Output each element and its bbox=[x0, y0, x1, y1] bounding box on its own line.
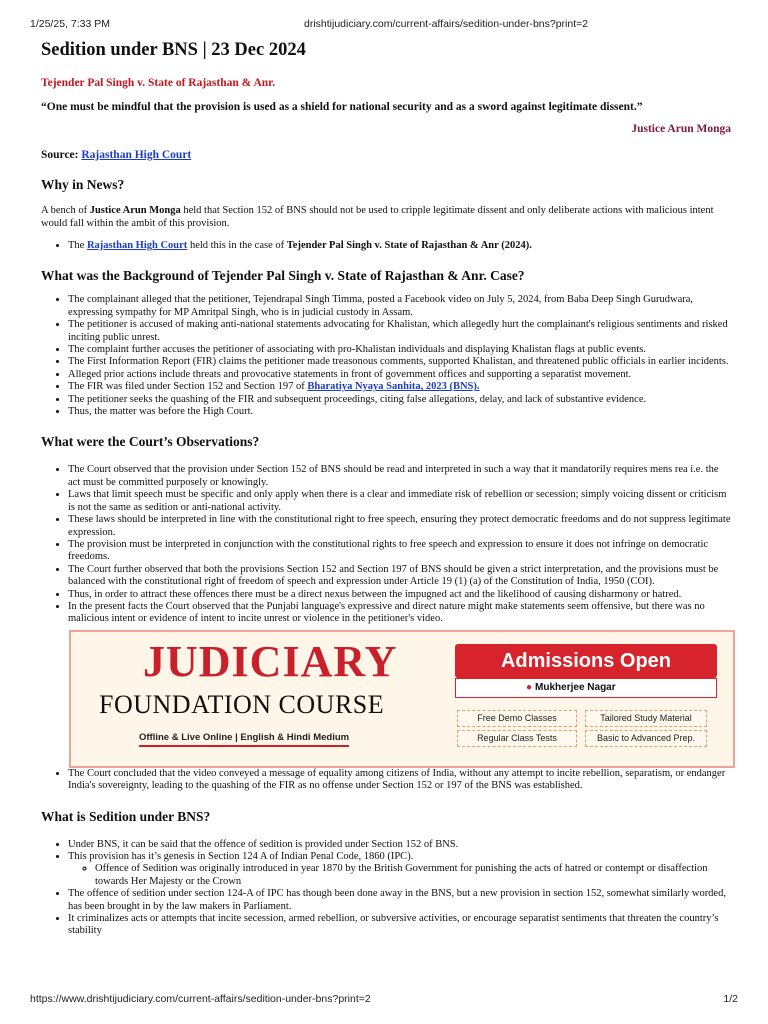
quote: “One must be mindful that the provision is used as a shield for national security and as a sword against legitimate dissent.” bbox=[41, 101, 643, 113]
ad-feature: Tailored Study Material bbox=[585, 710, 707, 727]
ad-location bbox=[455, 678, 717, 698]
list-item: • Laws that limit speech must be specific and only apply when there is a clear and immediate risk of rebellion or secession; simply voicing dissent or criticism is not the same as sedition or anti-national activity. bbox=[68, 489, 731, 514]
why-heading: Why in News? bbox=[41, 177, 125, 192]
list-item: • Alleged prior actions include threats and provocative statements in front of government offices and supporting a separatist movement. bbox=[68, 369, 731, 381]
why-text-a: A bench of bbox=[41, 205, 90, 216]
list-item: • The petitioner seeks the quashing of the FIR and subsequent proceedings, citing false allegations, delay, and lack of substantive evidence. bbox=[68, 394, 731, 406]
why-paragraph bbox=[41, 205, 731, 230]
why-judge: Justice Arun Monga bbox=[89, 205, 181, 216]
list-item: • The offence of sedition under section 124-A of IPC has though been done away in the BNS, but a new provision in section 152, somewhat similarly worded, has been brought in by the law makers in Parliament. bbox=[68, 888, 731, 913]
background-heading: What was the Background of Tejender Pal Singh v. State of Rajasthan & Anr. Case? bbox=[41, 268, 525, 284]
observations-list bbox=[41, 464, 731, 625]
why-text-c: held that Section 152 of BNS should not be used to cripple legitimate dissent and only deliberate actions with malicious intent would fall within the ambit of this provision. bbox=[41, 205, 714, 229]
sedition-heading: What is Sedition under BNS? bbox=[41, 808, 211, 824]
bns-link[interactable]: Bharatiya Nyaya Sanhita, 2023 (BNS). bbox=[307, 381, 480, 393]
list-item: ◦ Offence of Sedition was originally introduced in year 1870 by the British Government for punishing the acts of hatred or contempt or disaffection towards Her Majesty or the Crown bbox=[95, 863, 731, 888]
source-label: Source: bbox=[41, 149, 79, 161]
page-number: 1/2 bbox=[723, 993, 738, 1005]
list-item: • The First Information Report (FIR) claims the petitioner made treasonous comments, supported Khalistan, and threatened public officials in earlier incidents. bbox=[68, 356, 731, 368]
list-item: • The Court concluded that the video conveyed a message of equality among citizens of India, without any attempt to incite rebellion, separatism, or endanger India's sovereignty, leading to the quashing of the FIR as no offense under Section 152 or 197 of the BNS was established. bbox=[68, 768, 731, 793]
list-item: • The Court observed that the provision under Section 152 of BNS should be read and interpreted in such a way that it mandatorily requires mens rea i.e. the act must be committed purposely or knowingly. bbox=[68, 464, 731, 489]
why-b1-a: The bbox=[68, 240, 87, 251]
list-item: • The provision must be interpreted in conjunction with the constitutional rights to free speech and expression to ensure it does not infringe on democratic freedoms. bbox=[68, 539, 731, 564]
list-item: • Thus, in order to attract these offences there must be a direct nexus between the impugned act and the likelihood of causing disharmony or hatred. bbox=[68, 589, 731, 601]
judge-name: Justice Arun Monga bbox=[631, 123, 731, 135]
why-list bbox=[41, 240, 731, 252]
sedition-list bbox=[41, 839, 731, 938]
list-item: • The complainant alleged that the petitioner, Tejendrapal Singh Timma, posted a Facebook video on July 5, 2024, from Baba Deep Singh Gurudwara, expressing sympathy for MP Amritpal Singh, who is in judicial custody in Assam. bbox=[68, 294, 731, 319]
ad-location-text: Mukherjee Nagar bbox=[535, 681, 616, 693]
list-item: • It criminalizes acts or attempts that incite secession, armed rebellion, or subversive activities, or encourage separatist sentiments that threaten the country’s stability bbox=[68, 913, 731, 938]
ad-subtitle: FOUNDATION COURSE bbox=[99, 689, 385, 719]
sedition-genesis: This provision has it’s genesis in Section 124 A of Indian Penal Code, 1860 (IPC). bbox=[68, 850, 414, 862]
course-ad-banner[interactable] bbox=[69, 630, 735, 768]
page-title: Sedition under BNS | 23 Dec 2024 bbox=[41, 40, 306, 60]
print-url-top: drishtijudiciary.com/current-affairs/sedition-under-bns?print=2 bbox=[304, 18, 589, 30]
ad-title: JUDICIARY bbox=[143, 636, 398, 686]
ad-feature: Free Demo Classes bbox=[457, 710, 577, 727]
source-link[interactable]: Rajasthan High Court bbox=[81, 149, 192, 161]
list-item: • The petitioner is accused of making anti-national statements advocating for Khalistan, which allegedly hurt the complainant's religious sentiments and risked inciting public unrest. bbox=[68, 319, 731, 344]
fir-text: The FIR was filed under Section 152 and Section 197 of bbox=[68, 381, 308, 393]
location-pin-icon: ● bbox=[526, 681, 533, 693]
list-item: • Thus, the matter was before the High Court. bbox=[68, 406, 731, 418]
source-line bbox=[41, 149, 731, 161]
list-item: • These laws should be interpreted in line with the constitutional right to free speech, ensuring they protect democratic freedoms and do not suppress legitimate expression. bbox=[68, 514, 731, 539]
list-item: • Under BNS, it can be said that the offence of sedition is provided under Section 152 of BNS. bbox=[68, 839, 731, 851]
rajasthan-hc-link[interactable]: Rajasthan High Court bbox=[86, 240, 188, 251]
article bbox=[41, 40, 731, 938]
list-item: • In the present facts the Court observed that the Punjabi language's expressive and direct nature might make statements seem offensive, but there was no malicious intent or evidence of intent to incite unrest or violence in the petitioner's video. bbox=[68, 601, 731, 626]
print-datetime: 1/25/25, 7:33 PM bbox=[30, 18, 110, 30]
observations-heading: What were the Court’s Observations? bbox=[41, 434, 260, 450]
admissions-open-label: Admissions Open bbox=[455, 644, 717, 678]
list-item: • The complaint further accuses the petitioner of associating with pro-Khalistan individuals and displaying Khalistan flags at public events. bbox=[68, 344, 731, 356]
case-name: Tejender Pal Singh v. State of Rajasthan & Anr. bbox=[41, 77, 276, 89]
list-item: • The Court further observed that both the provisions Section 152 and Section 197 of BNS should be given a strict interpretation, and the provisions must be balanced with the constitutional right of freedom of speech and expression under Article 19 (1) (a) of the Constitution of India, 1950 (COI). bbox=[68, 564, 731, 589]
list-item bbox=[68, 240, 731, 252]
ad-feature: Basic to Advanced Prep. bbox=[585, 730, 707, 747]
list-item bbox=[68, 381, 731, 393]
background-list bbox=[41, 294, 731, 418]
ad-feature: Regular Class Tests bbox=[457, 730, 577, 747]
ad-panel bbox=[455, 644, 717, 756]
why-b1-case: Tejender Pal Singh v. State of Rajasthan & Anr (2024). bbox=[286, 240, 532, 251]
ad-tagline: Offline & Live Online | English & Hindi Medium bbox=[139, 732, 349, 747]
print-header bbox=[0, 0, 768, 30]
why-b1-c: held this in the case of bbox=[187, 240, 287, 251]
print-url-bottom: https://www.drishtijudiciary.com/current-affairs/sedition-under-bns?print=2 bbox=[30, 993, 371, 1005]
sedition-sublist bbox=[68, 863, 731, 888]
conclusion-list bbox=[41, 768, 731, 793]
list-item bbox=[68, 851, 731, 888]
